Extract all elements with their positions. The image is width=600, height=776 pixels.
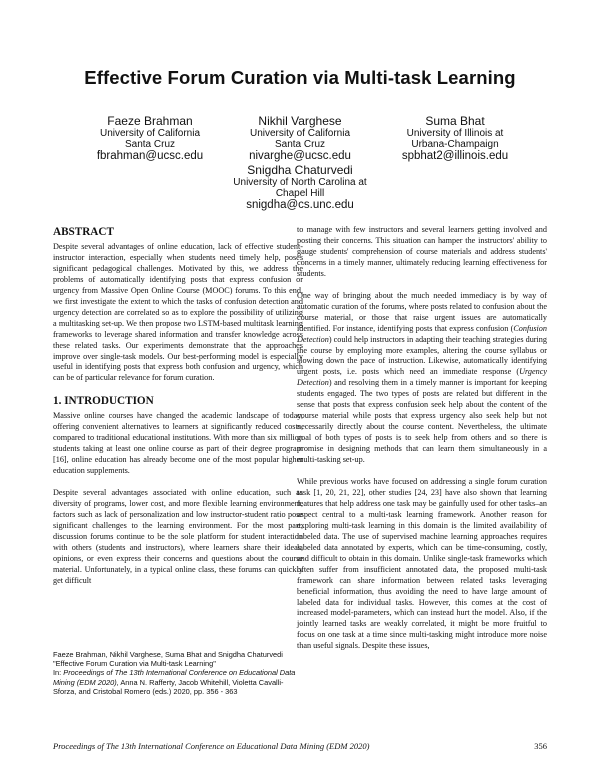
term-urgency-detection: Urgency Detection: [297, 367, 547, 388]
citation-text: Faeze Brahman, Nikhil Varghese, Suma Bhat and Snigdha Chaturvedi "Effective Forum Curation via Multi-task Learning": [53, 650, 283, 669]
footer-proceedings: Proceedings of The 13th International Conference on Educational Data Mining (EDM 2020): [53, 741, 370, 751]
author-affiliation: Santa Cruz: [274, 139, 326, 150]
author-affiliation: University of California: [249, 128, 351, 139]
author-affiliation: Urbana-Champaign: [411, 139, 499, 150]
author-affiliation: University of North Carolina at: [233, 177, 367, 188]
author-affiliation: Chapel Hill: [275, 188, 325, 199]
author-email: spbhat2@illinois.edu: [401, 150, 509, 162]
author-block: [200, 164, 400, 212]
abstract-text: Despite several advantages of online education, lack of effective student-instructor interaction, especially when students need timely help, poses significant pedagogical challenges. Motivated by this, we address the problems of automatically identifying posts that express confusion or urgency from Massive Open Online Course (MOOC) forums. To this end, we first investigate the extent to which the tasks of confusion detection and urgency detection are correlated so as to explore the possibility of utilizing a multitasking set-up. We then propose two LSTM-based multitask learning frameworks to leverage shared information and transfer knowledge across these related tasks. Our experiments demonstrate that the approaches improve over single-task models. Our best-performing model is especially useful in identifying posts that express both confusion and urgency, which can be of particular relevance for forum curation.: [53, 242, 303, 383]
body-paragraph: to manage with few instructors and several learners getting involved and posting their concerns. This situation can hamper the instructors' ability to gauge students' comprehension of course materials and address students' concerns in a timely manner, ultimately reducing learning effectiveness for students.: [297, 225, 547, 278]
author-block: [360, 115, 550, 163]
page-footer: [53, 741, 547, 751]
citation-block: [53, 650, 301, 696]
page-number: 356: [534, 741, 547, 751]
citation-proceedings: Proceedings of The 13th International Conference on Educational Data Mining (EDM 2020): [53, 668, 296, 687]
intro-paragraph: Massive online courses have changed the academic landscape of today, offering convenient alternatives to learners at significantly reduced costs, compared to traditional educational institutions. With more than six million students taking at least one online course as part of their degree program [16], online education has already become one of the most popular higher education supplements.: [53, 411, 303, 476]
citation-in: In:: [53, 668, 62, 678]
author-name: Snigdha Chaturvedi: [247, 163, 353, 177]
author-affiliation: Santa Cruz: [124, 139, 176, 150]
author-block: [220, 115, 380, 163]
introduction-heading: 1. INTRODUCTION: [53, 395, 154, 408]
right-column: [297, 225, 547, 652]
author-name: Nikhil Varghese: [258, 114, 342, 128]
author-email: nivarghe@ucsc.edu: [249, 150, 351, 162]
text-run: One way of bringing about the much needed immediacy is by way of automatic curation of the forums, where posts related to confusion about the course material, or those that raise urgent issues are automatically identified. For instance, identifying posts that express confusion (: [297, 290, 547, 333]
text-run: ) could help instructors in adapting their teaching strategies during the course by employing more examples, altering the course syllabus or slowing down the pace of instruction. Likewise, automatically identifying urgent posts, i.e. posts which need an immediate response (: [297, 334, 547, 377]
author-email: fbrahman@ucsc.edu: [96, 150, 204, 162]
citation-editors: , Anna N. Rafferty, Jacob Whitehill, Violetta Cavalli-Sforza, and Cristobal Romero (eds.) 2020, pp. 356 - 363: [53, 677, 284, 696]
author-affiliation: University of Illinois at: [406, 128, 504, 139]
author-email: snigdha@cs.unc.edu: [246, 199, 354, 211]
intro-paragraph: Despite several advantages associated with online education, such as diversity of programs, lower cost, and more flexible learning environment, factors such as lack of personalization and low instructor-student ratio pose significant challenges to the learning environment. For the most part, discussion forums continue to be the sole platform for student interaction with others (students and instructors), where learners share their ideas, opinions, or even express their concerns and questions about the course material. Unfortunately, in a typical online class, these forums can quickly get difficult: [53, 488, 303, 585]
body-paragraph: [297, 291, 547, 466]
text-run: ) and resolving them in a timely manner is important for keeping students engaged. The two types of posts are related but different in the sense that posts that express confusion seek help about the content of the course material while posts that express urgency also seek help but not necessarily directly about the course content. Nevertheless, the ultimate goal of both types of posts is to seek help from others and so there is promise in designing methods that can learn them simultaneously in a multi-tasking set-up.: [297, 378, 547, 465]
term-confusion-detection: Confusion Detection: [297, 323, 547, 344]
author-name: Faeze Brahman: [107, 114, 193, 128]
abstract-heading: ABSTRACT: [53, 226, 114, 238]
paper-title: Effective Forum Curation via Multi-task Learning: [84, 67, 516, 88]
author-name: Suma Bhat: [425, 114, 485, 128]
body-paragraph: While previous works have focused on addressing a single forum curation task [1, 20, 21, 22], other studies [24, 23] have also shown that learning features that help address one task may be gainfully used for other tasks–an aspect central to a multi-task learning framework. Another reason for exploring multi-task learning in this domain is the limited availability of labeled data. The use of supervised machine learning approaches requires labeled data annotated by experts, which can be time-consuming, costly, and difficult to obtain in this domain. Unlike single-task frameworks which often suffer from insufficient annotated data, the proposed multi-task framework can share information between related tasks leveraging beneficial information, thus avoiding the need to have large amount of labeled data for individual tasks. However, this comes at the cost of increased model-parameters, which can instead hurt the model. Also, if the jointly learned tasks are weakly correlated, it might be more fruitful to focus on one task at a time since multi-tasking might introduce more noise than useful signals. Despite these issues,: [297, 477, 547, 651]
author-block: [70, 115, 230, 163]
left-column: [53, 222, 303, 587]
author-affiliation: University of California: [99, 128, 201, 139]
